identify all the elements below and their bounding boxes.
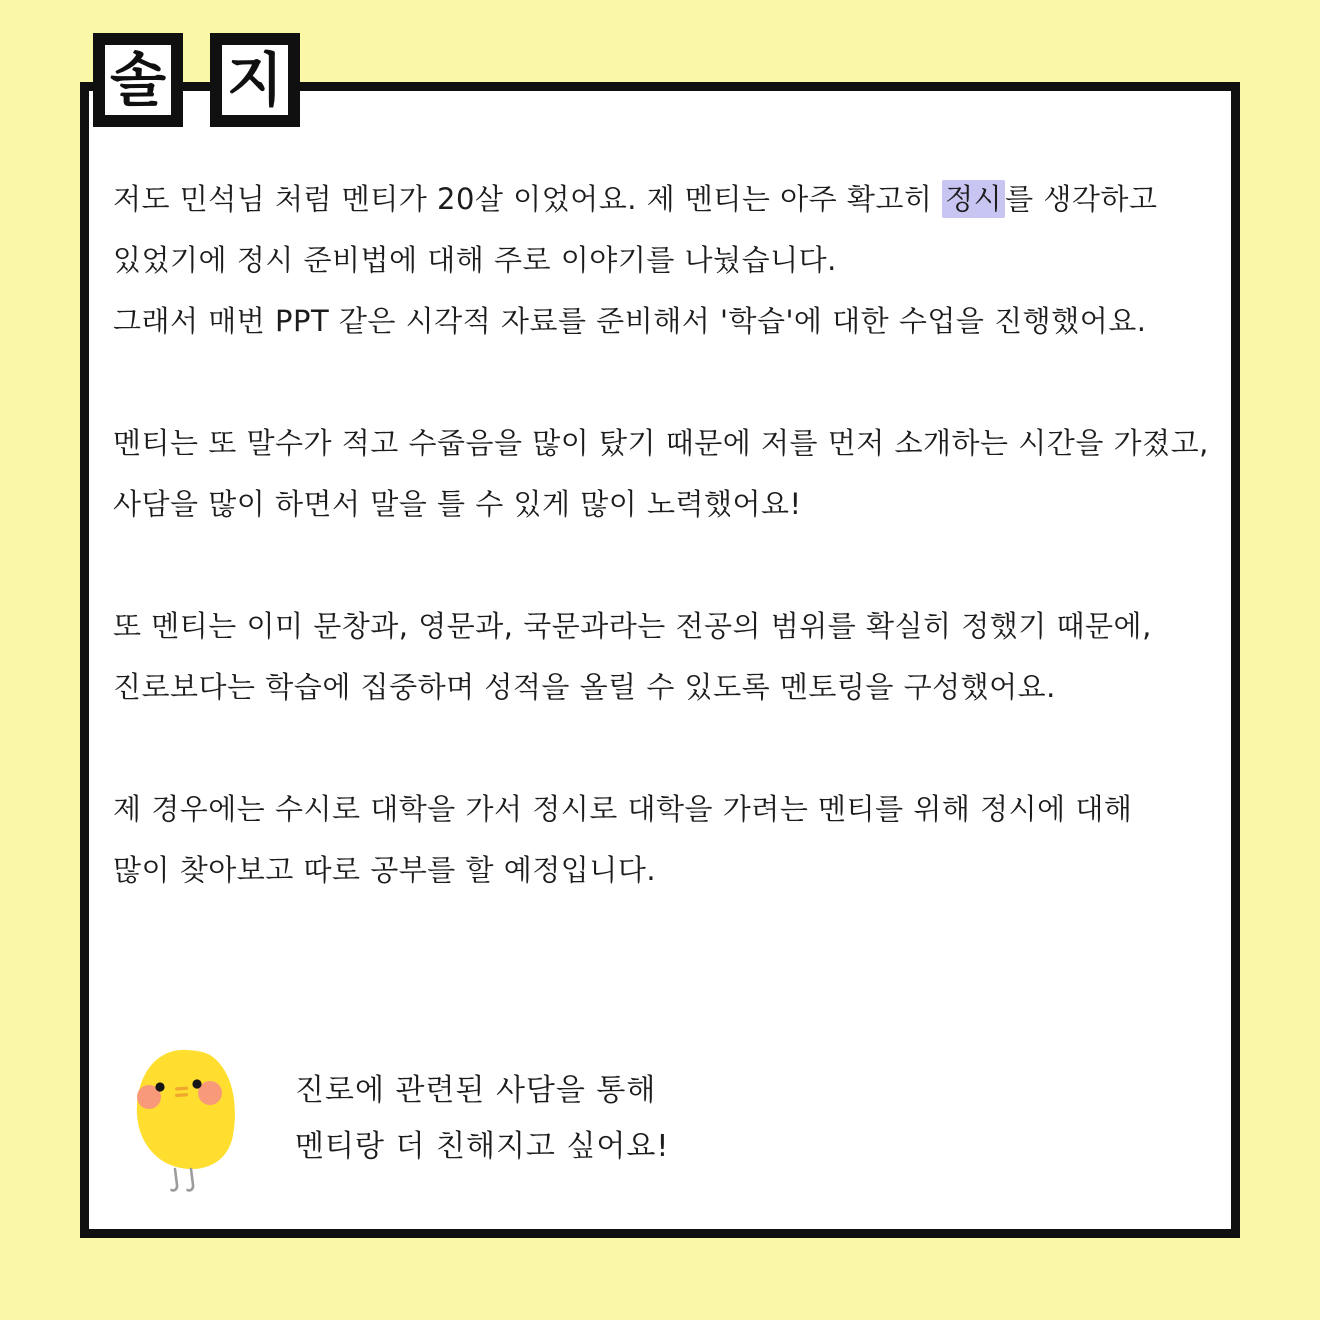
text-line: 진로보다는 학습에 집중하며 성적을 올릴 수 있도록 멘토링을 구성했어요. [113,670,1056,704]
text-line: 있었기에 정시 준비법에 대해 주로 이야기를 나눴습니다. [113,243,837,277]
text-line: 사담을 많이 하면서 말을 틀 수 있게 많이 노력했어요! [113,487,802,521]
footer [89,1041,1231,1241]
chick-mascot-icon [133,1047,237,1203]
line-text: 를 생각하고 [1005,182,1158,216]
title-char-1: 솔 [109,46,167,114]
text-line: 그래서 매번 PPT 같은 시각적 자료를 준비해서 '학습'에 대한 수업을 진행했어요. [113,304,1147,338]
paragraph-1 [113,169,1218,352]
text-line: 제 경우에는 수시로 대학을 가서 정시로 대학을 가려는 멘티를 위해 정시에 대해 [113,792,1133,826]
content-card [80,82,1240,1238]
mascot-speech [295,1063,669,1175]
body-text [113,169,1218,962]
speech-line: 진로에 관련된 사담을 통해 [295,1073,657,1108]
text-line: 많이 찾아보고 따로 공부를 할 예정입니다. [113,853,657,887]
paragraph-3 [113,596,1218,718]
text-line: 또 멘티는 이미 문창과, 영문과, 국문과라는 전공의 범위를 확실히 정했기 때문에, [113,609,1152,643]
highlighted-text: 정시 [942,180,1005,218]
title-char-2: 지 [226,46,284,114]
paragraph-2 [113,413,1218,535]
text-line: 멘티는 또 말수가 적고 수줍음을 많이 탔기 때문에 저를 먼저 소개하는 시간을 가졌고, [113,426,1209,460]
page-title [93,33,300,127]
paragraph-4 [113,779,1218,901]
text-line [113,169,1218,230]
line-text: 저도 민석님 처럼 멘티가 20살 이었어요. 제 멘티는 아주 확고히 [113,182,943,216]
title-box-1 [93,33,183,127]
speech-line: 멘티랑 더 친해지고 싶어요! [295,1129,670,1164]
title-box-2 [210,33,300,127]
